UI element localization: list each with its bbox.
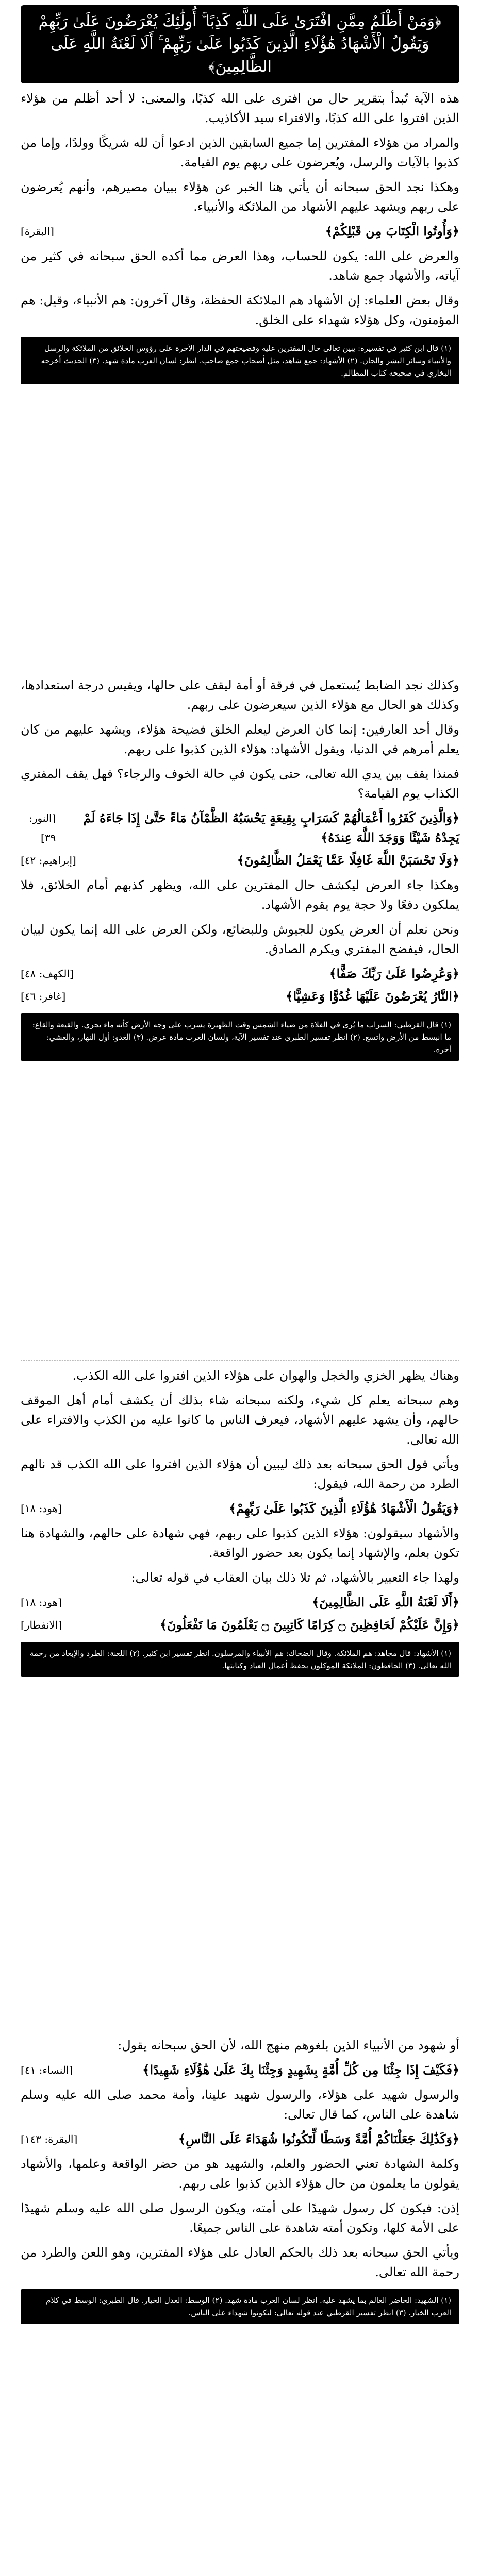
paragraph: أو شهود من الأنبياء الذين بلغوهم منهج الله، لأن الحق سبحانه يقول: <box>118 2038 459 2053</box>
quran-quote <box>21 2129 459 2149</box>
quran-quote <box>21 987 459 1006</box>
footnotes-block: (١) قال القرطبي: السراب ما يُرى في الفلاة من ضياء الشمس وقت الظهيرة يسرب على وجه الأرض كأنه ماء يجري. والقيعة والقاع: ما انبسط من الأرض واتسع. (٢) انظر تفسير الطبري عند تفسير الآية، ولسان العرب مادة عرض. (٣) الغدو: أول النهار، والعشي: آخره. <box>21 1013 459 1061</box>
verse-heading: ﴿وَمَنْ أَظْلَمُ مِمَّنِ افْتَرَىٰ عَلَى اللَّهِ كَذِبًا ۚ أُولَٰئِكَ يُعْرَضُونَ عَلَىٰ رَبِّهِمْ وَيَقُولُ الْأَشْهَادُ هَٰؤُلَاءِ الَّذِينَ كَذَبُوا عَلَىٰ رَبِّهِمْ ۚ أَلَا لَعْنَةُ اللَّهِ عَلَى الظَّالِمِينَ﴾ <box>21 5 459 83</box>
paragraph: وكذلك نجد الضابط يُستعمل في فرقة أو أمة ليقف على حالها، ويقيس درجة استعدادها، وكذلك هو الحال مع هؤلاء الذين سيعرضون على ربهم. <box>21 678 459 712</box>
paragraph: والمراد من هؤلاء المفترين إما جميع السابقين الذين ادعوا أن لله شريكًا وولدًا، وإما من كذبوا بالآيات والرسل، ويُعرضون على ربهم يوم القيامة. <box>21 135 459 170</box>
paragraph: وهم سبحانه يعلم كل شيء، ولكنه سبحانه شاء بذلك أن يكشف أمام أهل الموقف حالهم، وأن يشهد عليهم الأشهاد، فيعرف الناس ما كانوا عليه من الكذب والافتراء على الله تعالى. <box>21 1393 459 1447</box>
quote-reference: [النور: ٣٩] <box>29 812 56 844</box>
quote-text: ﴿وَكَذَٰلِكَ جَعَلْنَاكُمْ أُمَّةً وَسَطًا لِّتَكُونُوا شُهَدَاءَ عَلَى النَّاسِ﴾ <box>178 2131 459 2146</box>
paragraph: وهناك يظهر الخزي والخجل والهوان على هؤلاء الذين افتروا على الله الكذب. <box>72 1368 459 1383</box>
paragraph: إذن: فيكون كل رسول شهيدًا على أمته، ويكون الرسول صلى الله عليه وسلم شهيدًا على الأمة كلها، وتكون أمته شاهدة على الناس جميعًا. <box>21 2201 459 2235</box>
quote-reference: [هود: ١٨] <box>21 1596 62 1608</box>
quran-quote <box>21 808 459 848</box>
paragraph: هذه الآية تُبدأ بتقرير حال من افترى على الله كذبًا، والمعنى: لا أحد أظلم من هؤلاء الذين افتروا على الله كذبًا، والافتراء سيد الأكاذيب. <box>21 91 459 125</box>
section-1 <box>0 0 480 384</box>
quote-text: ﴿وَإِنَّ عَلَيْكُمْ لَحَافِظِينَ ۝ كِرَامًا كَاتِبِينَ ۝ يَعْلَمُونَ مَا تَفْعَلُونَ﴾ <box>159 1617 459 1632</box>
quran-quote <box>21 222 459 241</box>
quote-text: ﴿وَيَقُولُ الْأَشْهَادُ هَٰؤُلَاءِ الَّذِينَ كَذَبُوا عَلَىٰ رَبِّهِمْ﴾ <box>229 1501 459 1516</box>
paragraph: وكلمة الشهادة تعني الحضور والعلم، والشهيد هو من حضر الواقعة وعلمها، والأشهاد يقولون ما يعلمون من حال هؤلاء الذين كذبوا على ربهم. <box>21 2157 460 2191</box>
quran-quote <box>21 1499 459 1518</box>
quote-reference: [الانفطار] <box>21 1619 62 1631</box>
paragraph: وهكذا نجد الحق سبحانه أن يأتي هنا الخبر عن هؤلاء ببيان مصيرهم، وأنهم يُعرضون على ربهم ويشهد عليهم الأشهاد من الملائكة والأنبياء. <box>21 180 459 214</box>
quote-reference: [البقرة] <box>21 225 54 238</box>
quote-text: ﴿النَّارُ يُعْرَضُونَ عَلَيْهَا غُدُوًّا وَعَشِيًّا﴾ <box>286 989 459 1004</box>
quote-reference: [غافر: ٤٦] <box>21 990 66 1003</box>
paragraph: والأشهاد سيقولون: هؤلاء الذين كذبوا على ربهم، فهي شهادة على حالهم، والشهادة هنا تكون بعلم، والإشهاد إنما يكون بعد حضور الواقعة. <box>21 1526 459 1560</box>
footnotes-block: (١) الأشهاد: قال مجاهد: هم الملائكة. وقال الضحاك: هم الأنبياء والمرسلون. انظر تفسير ابن كثير. (٢) اللعنة: الطرد والإبعاد من رحمة الله تعالى. (٣) الحافظون: الملائكة الموكلون بحفظ أعمال العباد وكتابتها. <box>21 1642 459 1677</box>
quote-text: ﴿وَأُوتُوا الْكِتَابَ مِن قَبْلِكُمْ﴾ <box>325 224 459 239</box>
quote-text: ﴿وَلَا تَحْسَبَنَّ اللَّهَ غَافِلًا عَمَّا يَعْمَلُ الظَّالِمُونَ﴾ <box>237 853 459 868</box>
section-2 <box>0 670 480 1061</box>
footnotes-block: (١) الشهيد: الحاضر العالم بما يشهد عليه. انظر لسان العرب مادة شهد. (٢) الوسط: العدل الخيار. قال الطبري: الوسط في كلام العرب الخيار. (٣) انظر تفسير القرطبي عند قوله تعالى: لتكونوا شهداء على الناس. <box>21 2289 459 2324</box>
quote-text: ﴿أَلَا لَعْنَةُ اللَّهِ عَلَى الظَّالِمِينَ﴾ <box>312 1595 459 1609</box>
section-3 <box>0 1360 480 1677</box>
section-4 <box>0 2030 480 2324</box>
paragraph: والعرض على الله: يكون للحساب، وهذا العرض مما أكده الحق سبحانه في كثير من آياته، والأشهاد جمع شاهد. <box>21 249 459 283</box>
quran-quote <box>21 2060 459 2080</box>
paragraph: والرسول شهيد على هؤلاء، والرسول شهيد علينا، وأمة محمد صلى الله عليه وسلم شاهدة على الناس، كما قال تعالى: <box>21 2088 459 2122</box>
paragraph: وقال أحد العارفين: إنما كان العرض ليعلم الخلق فضيحة هؤلاء، ويشهد عليهم من كان يعلم أمرهم في الدنيا، ويقول الأشهاد: هؤلاء الذين كذبوا على ربهم. <box>21 722 459 756</box>
paragraph: وهكذا جاء العرض ليكشف حال المفترين على الله، ويظهر كذبهم أمام الخلائق، فلا يملكون دفعًا ولا حجة يوم يقوم الأشهاد. <box>21 878 459 912</box>
quote-text: ﴿وَعُرِضُوا عَلَىٰ رَبِّكَ صَفًّا﴾ <box>329 966 459 981</box>
paragraph: ولهذا جاء التعبير بالأشهاد، ثم تلا ذلك بيان العقاب في قوله تعالى: <box>131 1570 459 1585</box>
quote-reference: [البقرة: ١٤٣] <box>21 2133 78 2145</box>
section-divider <box>21 1360 459 1361</box>
paragraph: وقال بعض العلماء: إن الأشهاد هم الملائكة الحفظة، وقال آخرون: هم الأنبياء، وقيل: هم المؤمنون، وكل هؤلاء شهداء على الخلق. <box>21 293 459 327</box>
quote-reference: [الكهف: ٤٨] <box>21 968 74 980</box>
paragraph: فمنذا يقف بين يدي الله تعالى، حتى يكون في حالة الخوف والرجاء؟ فهل يقف المفتري الكذاب يوم القيامة؟ <box>21 767 459 801</box>
footnotes-block: (١) قال ابن كثير في تفسيره: يبين تعالى حال المفترين عليه وفضيحتهم في الدار الآخرة على رؤوس الخلائق من الملائكة والرسل والأنبياء وسائر البشر والجان. (٢) الأشهاد: جمع شاهد، مثل أصحاب جمع صاحب. انظر: لسان العرب مادة شهد. (٣) الحديث أخرجه البخاري في صحيحه كتاب المظالم. <box>21 337 459 384</box>
paragraph: ويأتي الحق سبحانه بعد ذلك بالحكم العادل على هؤلاء المفترين، وهو اللعن والطرد من رحمة الله تعالى. <box>21 2245 460 2279</box>
quran-quote <box>21 1592 459 1612</box>
quote-text: ﴿فَكَيْفَ إِذَا جِئْنَا مِن كُلِّ أُمَّةٍ بِشَهِيدٍ وَجِئْنَا بِكَ عَلَىٰ هَٰؤُلَاءِ شَهِيدًا﴾ <box>142 2062 459 2077</box>
quote-reference: [النساء: ٤١] <box>21 2064 73 2076</box>
paragraph: ونحن نعلم أن العرض يكون للجيوش وللبضائع، ولكن العرض على الله إنما يكون لبيان الحال، فيفضح المفتري ويكرم الصادق. <box>21 922 459 956</box>
quran-quote <box>21 964 459 984</box>
quran-quote <box>21 851 459 870</box>
quote-reference: [إبراهيم: ٤٢] <box>21 854 76 867</box>
quran-quote <box>21 1615 459 1635</box>
quote-text: ﴿وَالَّذِينَ كَفَرُوا أَعْمَالُهُمْ كَسَرَابٍ بِقِيعَةٍ يَحْسَبُهُ الظَّمْآنُ مَاءً حَتَّىٰ إِذَا جَاءَهُ لَمْ يَجِدْهُ شَيْئًا وَوَجَدَ اللَّهَ عِندَهُ﴾ <box>83 810 459 845</box>
paragraph: ويأتي قول الحق سبحانه بعد ذلك ليبين أن هؤلاء الذين افتروا على الله الكذب قد نالهم الطرد من رحمة الله، فيقول: <box>21 1457 459 1491</box>
quote-reference: [هود: ١٨] <box>21 1502 62 1515</box>
